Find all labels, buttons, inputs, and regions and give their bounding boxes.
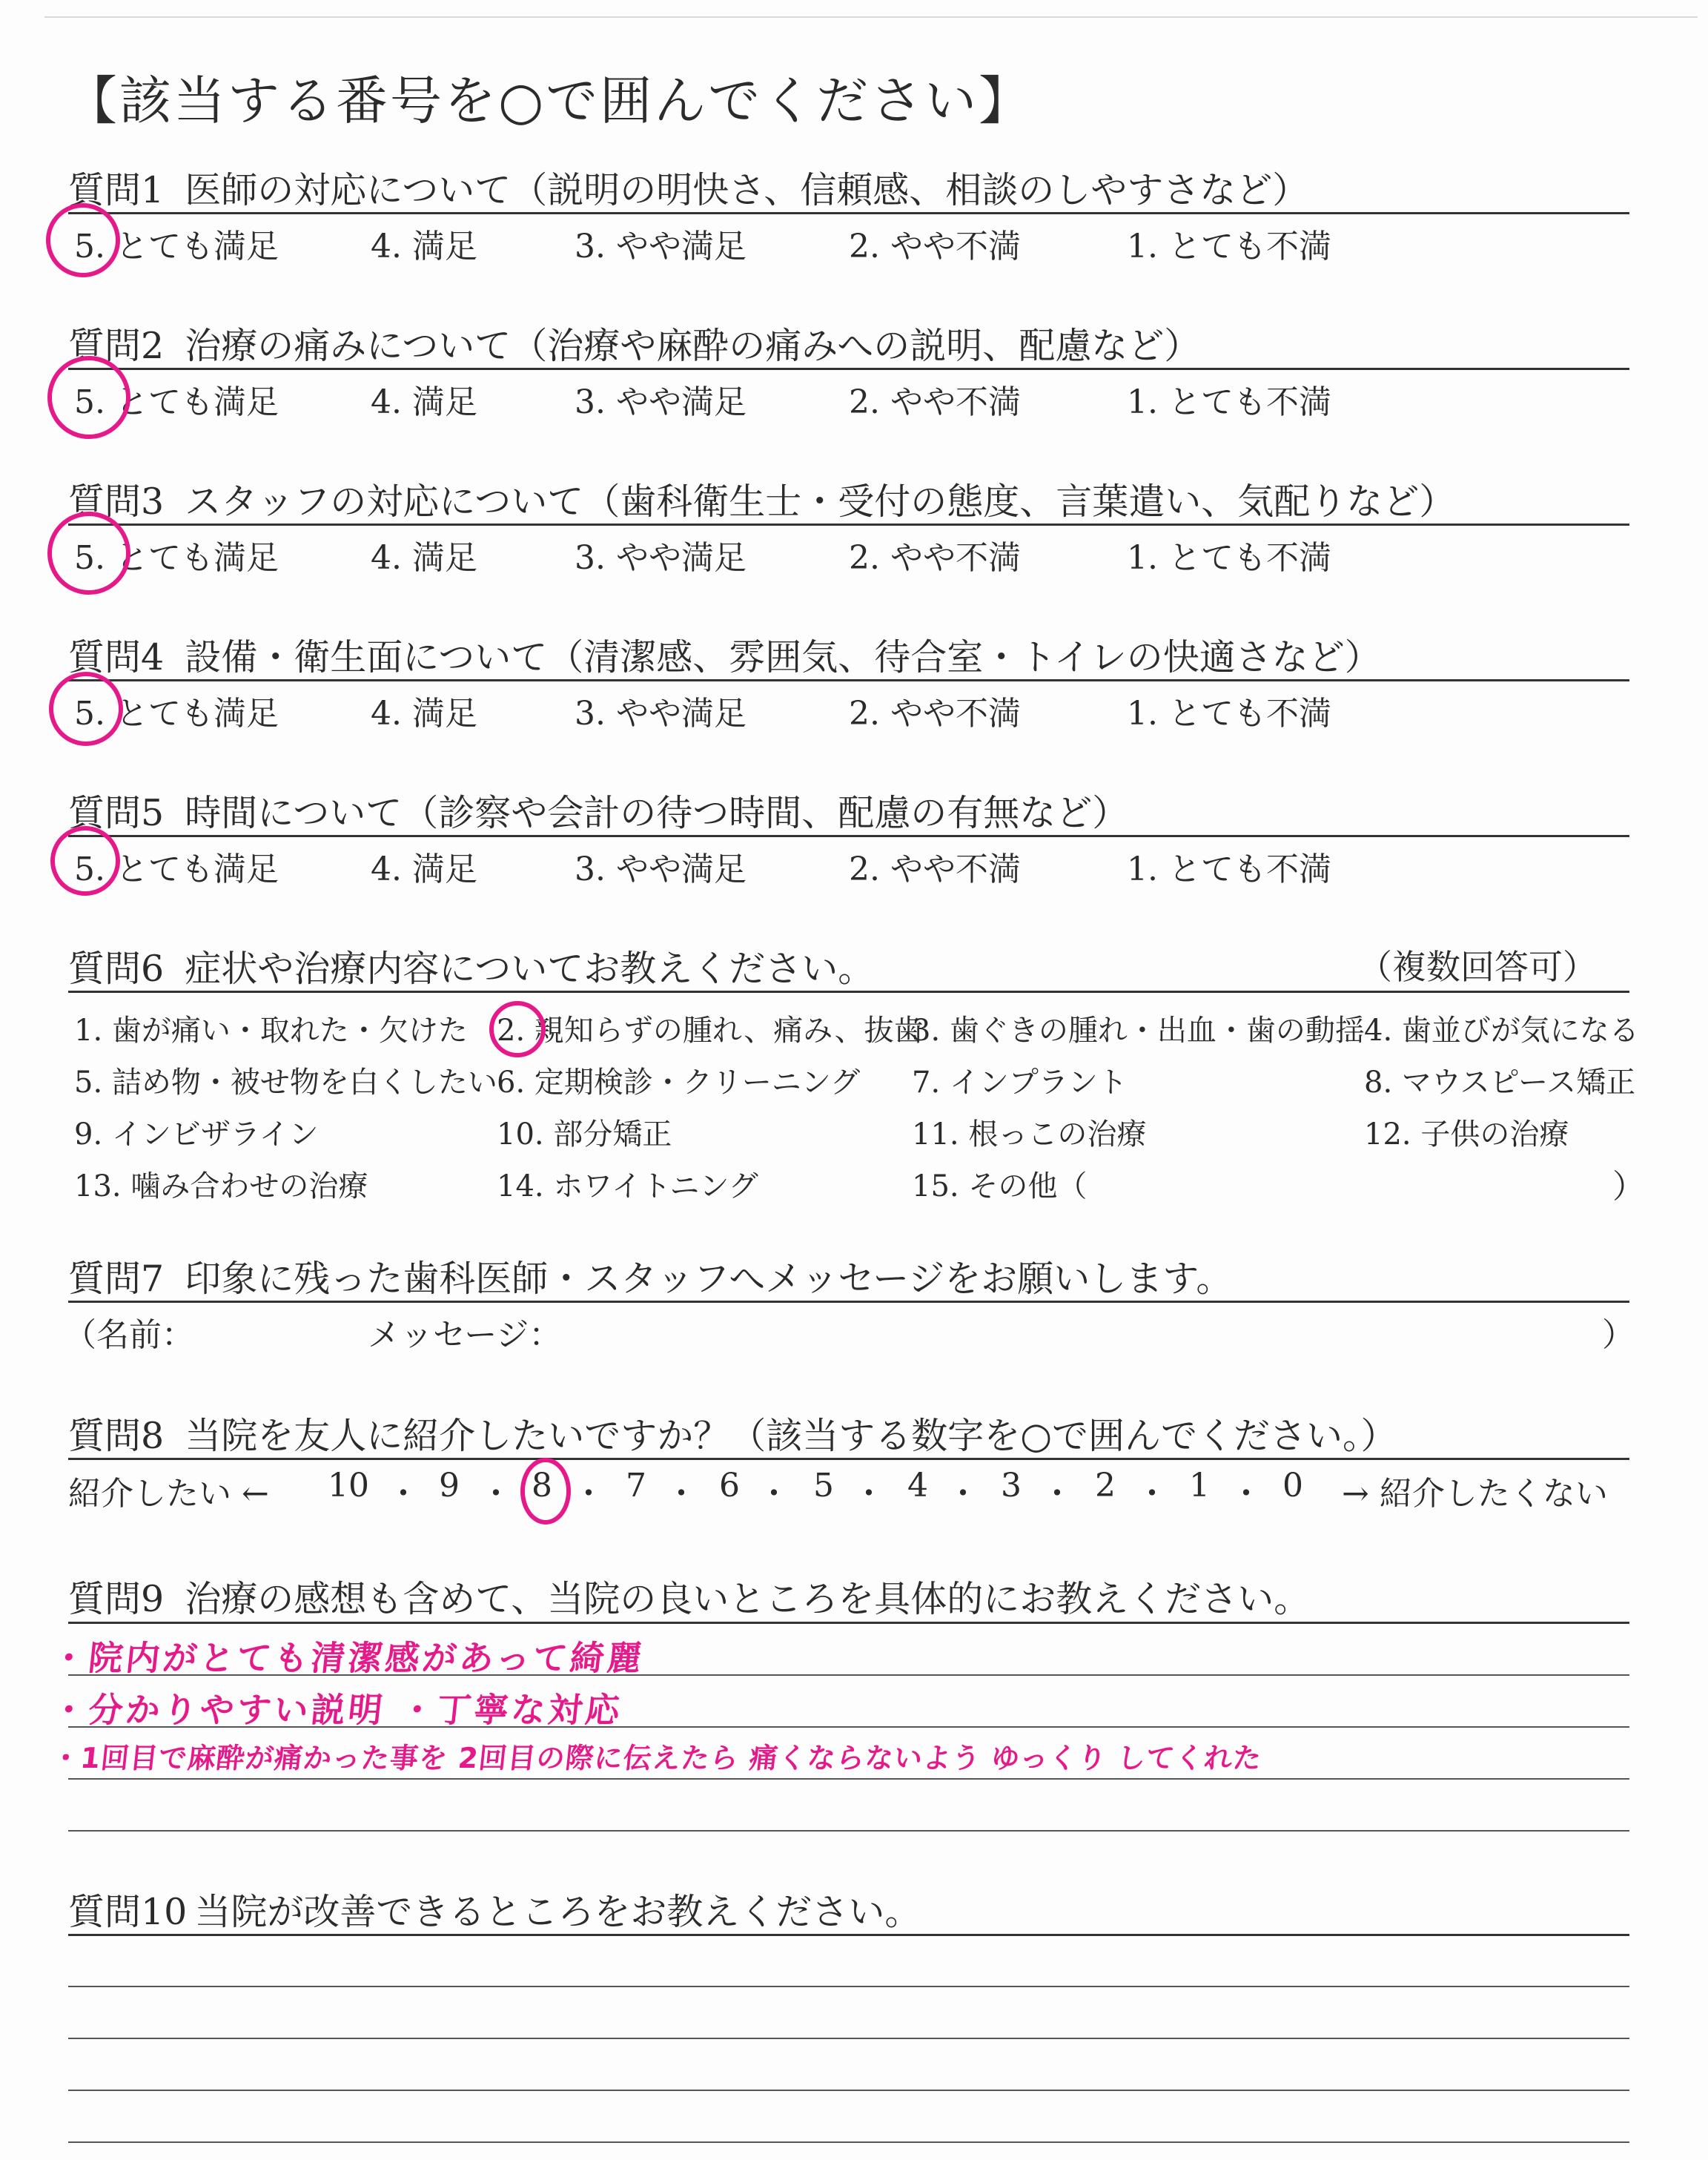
question-rule	[68, 679, 1629, 681]
symptom-item[interactable]: 9. インビザライン	[74, 1117, 319, 1152]
option-2[interactable]: 2. やや不満	[849, 383, 1021, 421]
scale-value[interactable]: 10	[328, 1467, 369, 1505]
selection-circle	[46, 203, 120, 277]
question-number: 質問10	[68, 1891, 188, 1933]
instruction-header: 【該当する番号を○で囲んでください】	[65, 70, 1033, 131]
option-4[interactable]: 4. 満足	[371, 695, 477, 733]
symptom-item[interactable]: 13. 噛み合わせの治療	[74, 1169, 368, 1203]
scale-dot: ・	[758, 1475, 790, 1513]
symptom-item[interactable]: 2. 親知らずの腫れ、痛み、抜歯	[497, 1014, 924, 1048]
question-6	[68, 940, 1645, 1222]
scale-value[interactable]: 1	[1189, 1467, 1210, 1505]
question-number: 質問9	[68, 1578, 165, 1620]
answer-line	[68, 2090, 1629, 2091]
question-1	[68, 162, 1629, 280]
option-4[interactable]: 4. 満足	[371, 228, 477, 265]
symptom-item[interactable]: 3. 歯ぐきの腫れ・出血・歯の動揺	[912, 1014, 1365, 1048]
question-rule	[68, 1301, 1629, 1303]
question-number: 質問4	[68, 636, 165, 678]
answer-line	[68, 2141, 1629, 2143]
symptom-item[interactable]: 6. 定期検診・クリーニング	[497, 1066, 861, 1100]
multi-answer-note: （複数回答可）	[1358, 947, 1597, 987]
symptom-item-other[interactable]: 15. その他（	[912, 1169, 1088, 1203]
option-3[interactable]: 3. やや満足	[575, 851, 747, 888]
scale-dot: ・	[1230, 1475, 1262, 1513]
option-1[interactable]: 1. とても不満	[1127, 539, 1331, 577]
question-7	[64, 1250, 1635, 1369]
symptom-item[interactable]: 10. 部分矯正	[497, 1117, 672, 1152]
option-2[interactable]: 2. やや不満	[849, 695, 1021, 733]
scale-left-label: 紹介したい ←	[68, 1475, 269, 1513]
scale-value[interactable]: 7	[626, 1467, 646, 1505]
option-3[interactable]: 3. やや満足	[575, 383, 747, 421]
answer-line	[68, 1986, 1629, 1987]
scale-dot: ・	[1041, 1475, 1073, 1513]
question-10	[68, 1883, 1629, 2136]
selection-circle	[47, 512, 130, 595]
scale-dot: ・	[387, 1475, 420, 1513]
option-3[interactable]: 3. やや満足	[575, 539, 747, 577]
scale-value[interactable]: 9	[439, 1467, 460, 1505]
scale-value[interactable]: 6	[719, 1467, 740, 1505]
selection-circle	[520, 1458, 571, 1525]
question-rule	[68, 835, 1629, 837]
scale-dot: ・	[665, 1475, 698, 1513]
symptom-item[interactable]: 11. 根っこの治療	[912, 1117, 1147, 1152]
scale-value[interactable]: 3	[1001, 1467, 1022, 1505]
question-number: 質問2	[68, 325, 165, 367]
question-number: 質問5	[68, 792, 165, 834]
question-rule	[68, 368, 1629, 370]
question-rule	[68, 212, 1629, 214]
selection-circle	[47, 356, 130, 439]
other-close-paren: ）	[1612, 1168, 1645, 1206]
option-5[interactable]: 5. とても満足	[74, 228, 279, 265]
question-rule	[68, 991, 1629, 993]
option-3[interactable]: 3. やや満足	[575, 228, 747, 265]
question-text: 印象に残った歯科医師・スタッフへメッセージをお願いします。	[185, 1258, 1233, 1300]
scale-dot: ・	[572, 1475, 605, 1513]
question-5	[68, 785, 1629, 903]
option-5[interactable]: 5. とても満足	[74, 383, 279, 421]
symptom-item[interactable]: 1. 歯が痛い・取れた・欠けた	[74, 1014, 468, 1048]
scale-dot: ・	[1136, 1475, 1168, 1513]
option-2[interactable]: 2. やや不満	[849, 851, 1021, 888]
option-3[interactable]: 3. やや満足	[575, 695, 747, 733]
name-label: （名前：	[64, 1316, 194, 1354]
scale-dot: ・	[947, 1475, 979, 1513]
question-2	[68, 317, 1629, 436]
question-text: 医師の対応について（説明の明快さ、信頼感、相談のしやすさなど）	[185, 169, 1309, 211]
question-text: 当院を友人に紹介したいですか？（該当する数字を○で囲んでください。）	[185, 1415, 1397, 1457]
answer-line	[68, 1830, 1629, 1832]
symptom-item[interactable]: 7. インプラント	[912, 1066, 1128, 1100]
option-5[interactable]: 5. とても満足	[74, 851, 279, 888]
option-1[interactable]: 1. とても不満	[1127, 383, 1331, 421]
scale-right-label: → 紹介したくない	[1342, 1475, 1608, 1513]
option-2[interactable]: 2. やや不満	[849, 539, 1021, 577]
message-label: メッセージ：	[368, 1316, 562, 1354]
answer-line	[68, 1934, 1629, 1936]
handwritten-answer: ・院内がとても清潔感があって綺麗	[49, 1638, 647, 1678]
scale-value[interactable]: 0	[1282, 1467, 1303, 1505]
symptom-item[interactable]: 14. ホワイトニング	[497, 1169, 758, 1203]
recommend-scale	[68, 1467, 1629, 1511]
option-5[interactable]: 5. とても満足	[74, 695, 279, 733]
scale-value[interactable]: 8	[532, 1467, 552, 1505]
symptom-item[interactable]: 8. マウスピース矯正	[1364, 1066, 1636, 1100]
answer-line	[68, 1778, 1629, 1780]
question-rule	[68, 1458, 1629, 1460]
handwritten-answer: ・1回目で麻酔が痛かった事を 2回目の際に伝えたら 痛くならないよう ゆっくり してくれた	[50, 1742, 1264, 1774]
selection-circle	[489, 1001, 546, 1057]
question-text: 症状や治療内容についてお教えください。	[185, 948, 875, 990]
answer-line	[68, 1622, 1629, 1624]
option-4[interactable]: 4. 満足	[371, 539, 477, 577]
question-number: 質問7	[68, 1258, 165, 1300]
symptom-item[interactable]: 12. 子供の治療	[1364, 1117, 1569, 1152]
question-text: スタッフの対応について（歯科衛生士・受付の態度、言葉遣い、気配りなど）	[185, 480, 1456, 523]
selection-circle	[50, 826, 120, 896]
selection-circle	[49, 672, 123, 746]
question-3	[68, 473, 1629, 592]
scale-value[interactable]: 2	[1095, 1467, 1116, 1505]
symptom-item[interactable]: 4. 歯並びが気になる	[1364, 1014, 1639, 1048]
question-text: 時間について（診察や会計の待つ時間、配慮の有無など）	[185, 792, 1129, 834]
question-text: 当院が改善できるところをお教えください。	[194, 1891, 921, 1933]
scale-dot: ・	[480, 1475, 512, 1513]
question-number: 質問1	[68, 169, 165, 211]
top-border	[44, 16, 1698, 18]
option-5[interactable]: 5. とても満足	[74, 539, 279, 577]
option-4[interactable]: 4. 満足	[371, 851, 477, 888]
question-number: 質問8	[68, 1415, 165, 1457]
question-number: 質問3	[68, 480, 165, 523]
handwritten-answer: ・分かりやすい説明 ・丁寧な対応	[49, 1690, 625, 1730]
scale-dot: ・	[853, 1475, 885, 1513]
symptom-item[interactable]: 5. 詰め物・被せ物を白くしたい	[74, 1066, 497, 1100]
option-1[interactable]: 1. とても不満	[1127, 695, 1331, 733]
question-8	[68, 1407, 1629, 1526]
question-number: 質問6	[68, 948, 165, 990]
question-text: 治療の感想も含めて、当院の良いところを具体的にお教えください。	[185, 1578, 1311, 1620]
scale-value[interactable]: 4	[907, 1467, 928, 1505]
option-1[interactable]: 1. とても不満	[1127, 851, 1331, 888]
message-close-paren: ）	[1602, 1316, 1635, 1354]
option-1[interactable]: 1. とても不満	[1127, 228, 1331, 265]
question-4	[68, 629, 1629, 747]
answer-line	[68, 2038, 1629, 2039]
question-text: 設備・衛生面について（清潔感、雰囲気、待合室・トイレの快適さなど）	[185, 636, 1381, 678]
option-2[interactable]: 2. やや不満	[849, 228, 1021, 265]
question-rule	[68, 524, 1629, 526]
question-text: 治療の痛みについて（治療や麻酔の痛みへの説明、配慮など）	[185, 325, 1201, 367]
option-4[interactable]: 4. 満足	[371, 383, 477, 421]
scale-value[interactable]: 5	[813, 1467, 834, 1505]
